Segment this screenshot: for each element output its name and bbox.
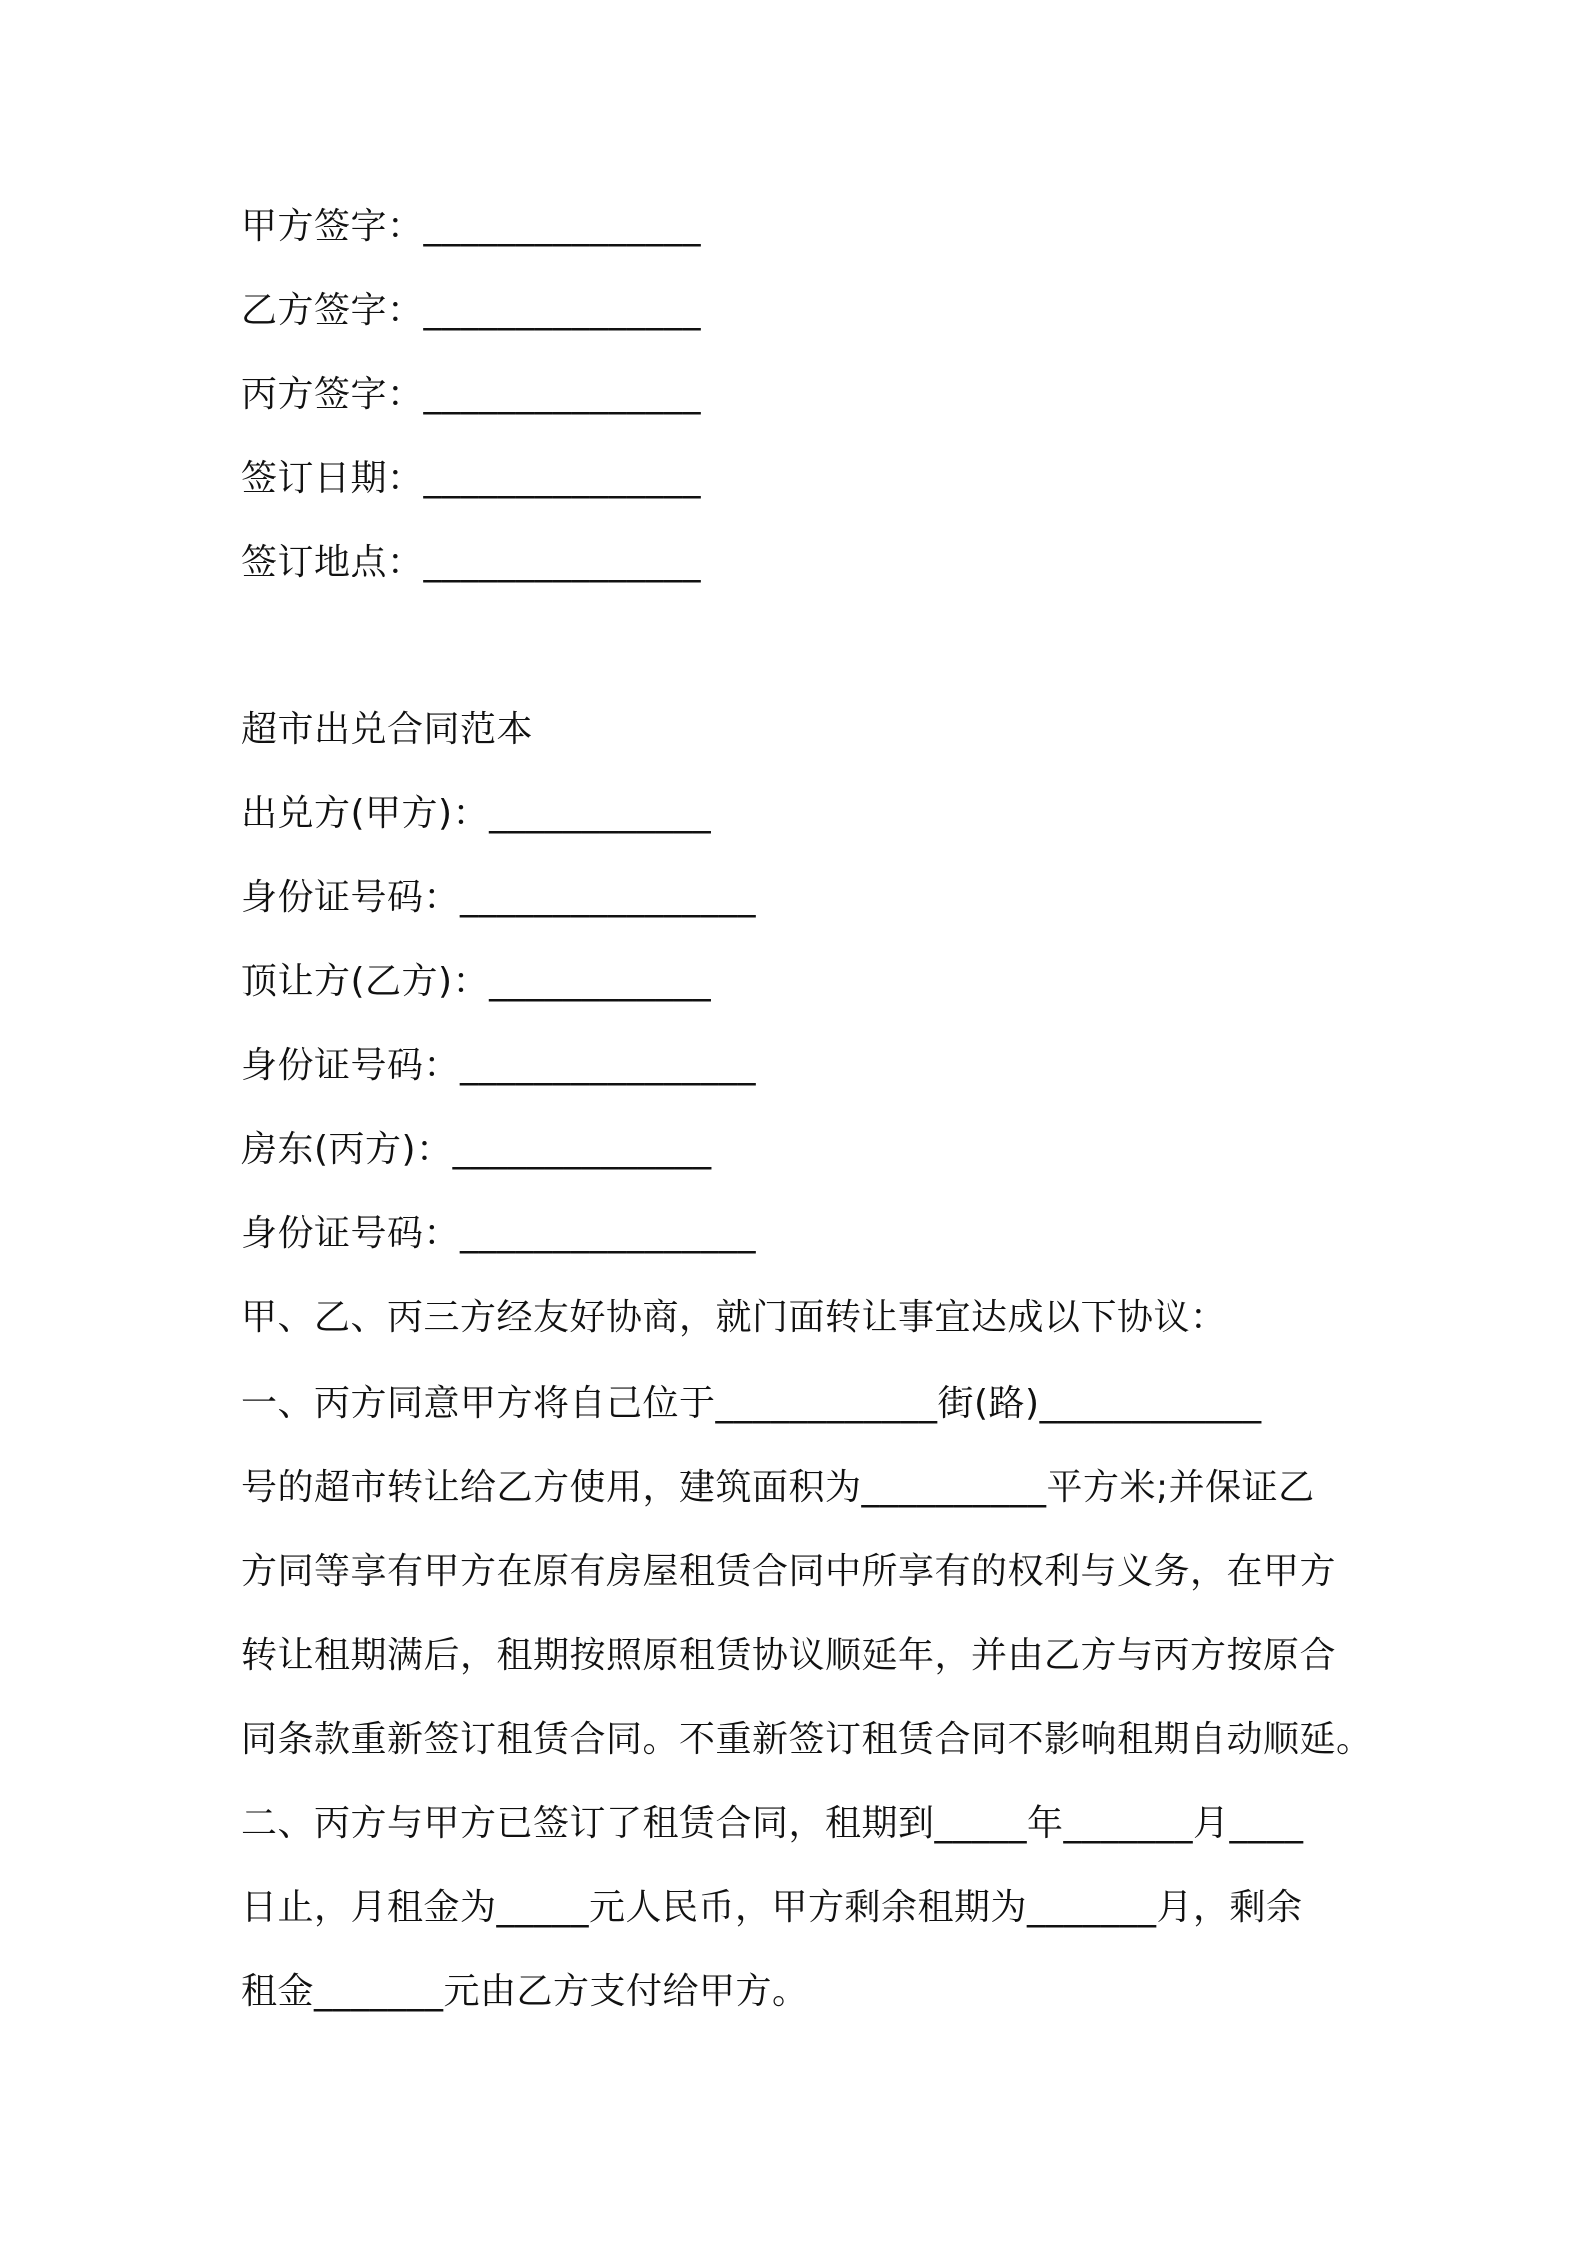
party-b-signature-line: 乙方签字：_______________: [241, 290, 702, 331]
party-c-id-line: 身份证号码：________________: [241, 1213, 757, 1254]
party-b-id-line: 身份证号码：________________: [241, 1045, 757, 1086]
party-a-line: 出兑方(甲方)：____________: [241, 793, 712, 834]
clause-2-line: 租金_______元由乙方支付给甲方。: [241, 1971, 809, 2012]
clause-1-line: 一、丙方同意甲方将自己位于____________街(路)____________: [241, 1383, 1262, 1424]
party-a-id-line: 身份证号码：________________: [241, 877, 757, 918]
party-b-line: 顶让方(乙方)：____________: [241, 961, 712, 1002]
clause-2-line: 二、丙方与甲方已签订了租赁合同，租期到_____年_______月____: [241, 1803, 1304, 1844]
clause-1-line: 号的超市转让给乙方使用，建筑面积为__________平方米;并保证乙: [241, 1467, 1315, 1508]
clause-1-line: 转让租期满后，租期按照原租赁协议顺延年，并由乙方与丙方按原合: [241, 1635, 1337, 1676]
clause-1-line: 方同等享有甲方在原有房屋租赁合同中所享有的权利与义务，在甲方: [241, 1551, 1337, 1592]
party-c-signature-line: 丙方签字：_______________: [241, 374, 702, 415]
signing-place-line: 签订地点：_______________: [241, 542, 702, 583]
clause-2-line: 日止，月租金为_____元人民币，甲方剩余租期为_______月，剩余: [241, 1887, 1303, 1928]
party-c-line: 房东(丙方)：______________: [241, 1129, 712, 1170]
party-a-signature-line: 甲方签字：_______________: [241, 206, 702, 247]
signing-date-line: 签订日期：_______________: [241, 458, 702, 499]
agreement-intro: 甲、乙、丙三方经友好协商，就门面转让事宜达成以下协议：: [241, 1297, 1227, 1338]
contract-title: 超市出兑合同范本: [241, 709, 534, 750]
clause-1-line: 同条款重新签订租赁合同。不重新签订租赁合同不影响租期自动顺延。: [241, 1719, 1373, 1760]
